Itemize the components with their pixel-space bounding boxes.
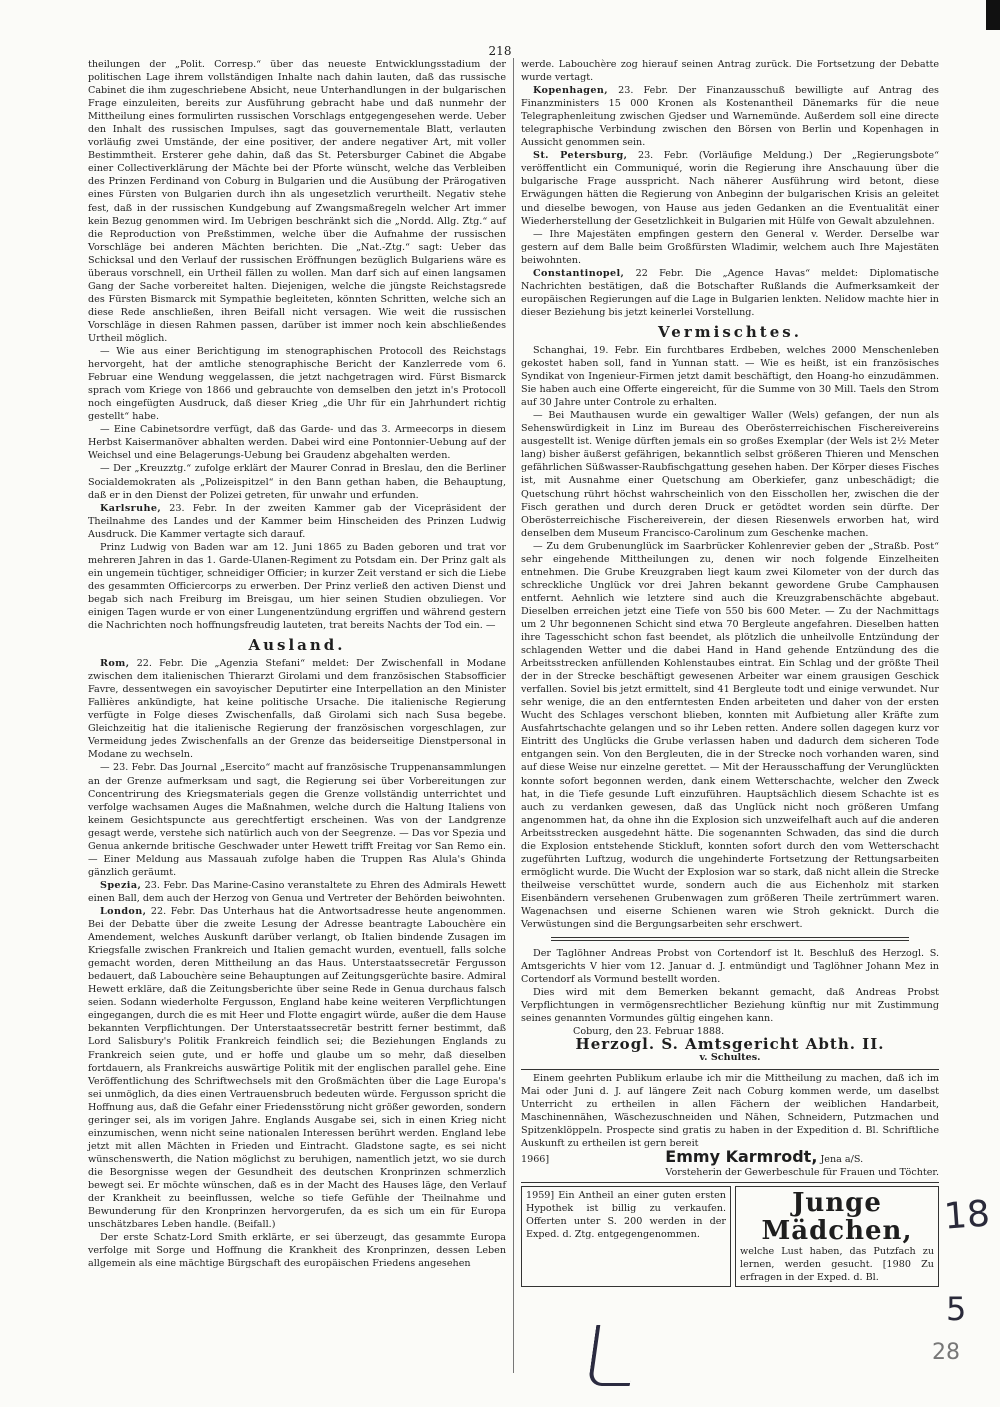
section-separator — [551, 937, 909, 941]
ad-text: 1959] Ein Antheil an einer guten ersten Hypothek ist billig zu verkaufen. Offerten unter S. 200 werden in der Exped. d. Ztg. entgegengenommen. — [526, 1189, 726, 1240]
dateline-paragraph — [88, 657, 506, 761]
paragraph-text: 22 Febr. Die „Agence Havas“ meldet: Diplomatische Nachrichten bestätigen, daß die Botschafter Rußlands die Aufmerksamkeit der europäischen Regierungen auf die Lage in Bulgarien lenkten. Nelidow machte hier in dieser Beziehung bis jetzt keinerlei Vorstellung. — [521, 267, 939, 318]
handwritten-annotation: 28 — [932, 1340, 960, 1365]
section-heading-ausland: Ausland. — [248, 636, 346, 655]
dateline: Spezia, — [100, 879, 142, 891]
advertisement-karmrodt — [521, 1069, 939, 1183]
handwritten-annotation: 5 — [946, 1290, 967, 1328]
ad-headline: Junge Mädchen, — [761, 1187, 913, 1246]
page-number: 218 — [488, 44, 512, 58]
paragraph: — Bei Mauthausen wurde ein gewaltiger Waller (Wels) gefangen, der nun als Sehenswürdigkeit in Linz im Bureau des Oberösterreichischen Fischereivereins ausgestellt ist. Wenige dürften jemals ein so großes Exemplar (der Wels ist 2½ Meter lang) bisher äußerst gefährigen, bekanntlich selbst größeren Thieren und Menschen gefährlichen Süßwasser-Raubfischgattung gesehen haben. Der Körper dieses Fisches ist, mit Ausnahme einer Quetschung am Oberkiefer, ganz unbeschädigt; die Quetschung rührt höchst wahrscheinlich von den Eisschollen her, zwischen die der Fisch gerathen und durch deren Druck er getödtet worden sein dürfte. Der Oberösterreichische Fischereiverein, der diesen Riesenwels erworben hat, wird denselben dem Museum Francisco-Carolinum zum Geschenke machen. — [521, 410, 939, 539]
ad-role: Vorsteherin der Gewerbeschule für Frauen und Töchter. — [665, 1166, 939, 1178]
court-name: Herzogl. S. Amtsgericht Abth. II. — [575, 1035, 885, 1054]
dateline-paragraph — [88, 905, 506, 1231]
paragraph: — Wie aus einer Berichtigung im stenographischen Protocoll des Reichstags hervorgeht, hat der amtliche stenographische Bericht der Kanzlerrede vom 6. Februar eine Wendung weggelassen, die jetzt nachgetragen wird. Fürst Bismarck sprach vom Kriege von 1866 und gebrauchte von demselben den jetzt in's Protocoll noch eingefügten Ausdruck, daß dieser Krieg „die Uhr für ein Jahrhundert richtig gestellt“ habe. — [88, 346, 506, 423]
paragraph: Prinz Ludwig von Baden war am 12. Juni 1865 zu Baden geboren und trat vor mehreren Jahren in das 1. Garde-Ulanen-Regiment zu Potsdam ein. Der Prinz galt als ein ungemein tüchtiger, schneidiger Officier; in kurzer Zeit verstand er sich die Liebe des gesammten Officiercorps zu erwerben. Der Prinz verließ den activen Dienst und begab sich nach Freiburg im Breisgau, um hier seinen Studien obzuliegen. Vor einigen Tagen wurde er von einer Lungenentzündung ergriffen und während gestern die Nachrichten noch hoffnungsfreudig lauteten, trat bereits Nachts der Tod ein. — — [88, 541, 506, 632]
dateline: St. Petersburg, — [533, 150, 628, 162]
paragraph-text: 23. Febr. (Vorläufige Meldung.) Der „Regierungsbote“ veröffentlicht ein Communiqué, worin die Regierung ihre Anschauung über die bulgarische Frage ausspricht. Nach näherer Ausführung wird betont, diese Erwägungen hätten die Regierung von Anbeginn der bulgarischen Krisis an geleitet und dieselbe bewogen, von Hause aus jeden Gedanken an die Eventualität einer Wiederherstellung der Gesetzlichkeit in Bulgarien mit Hülfe von Gewalt abzulehnen. — [521, 150, 939, 227]
column-divider — [513, 58, 514, 1373]
notice-date: Coburg, den 23. Februar 1888. — [573, 1026, 725, 1038]
paragraph-text: 22. Febr. Die „Agenzia Stefani“ meldet: Der Zwischenfall in Modane zwischen dem italienischen Thierarzt Girolami und dem französischen Stabsofficier Favre, dessentwegen ein savoyischer Deputirter eine Interpellation an den Minister Fallières ankündigte, hat keine politische Ursache. Die italienische Regierung verfügte in Folge dieses Zwischenfalls, daß Girolami sich nach Susa begebe. Gleichzeitig hat die italienische Regierung der französischen vorgeschlagen, zur Vermeidung jedes Zwischenfalls an der Grenze das beiderseitige Dienstpersonal in Modane zu wechseln. — [88, 658, 506, 761]
paragraph: — Eine Cabinetsordre verfügt, daß das Garde- und das 3. Armeecorps in diesem Herbst Kaisermanöver abhalten werden. Dabei wird eine Pontonnier-Uebung auf der Weichsel und eine Belagerungs-Uebung bei Graudenz abgehalten werden. — [88, 424, 506, 462]
advertisement-hypothek — [521, 1186, 731, 1287]
dateline: London, — [100, 906, 147, 917]
dateline-paragraph — [88, 879, 506, 905]
ad-text: Einem geehrten Publikum erlaube ich mir die Mittheilung zu machen, daß ich im Mai oder Juni d. J. auf längere Zeit nach Coburg kommen werde, um daselbst Unterricht zu ertheilen in allen Fächern der weiblichen Handarbeit, Maschinennähen, Wäschezuschneiden und Nähen, Schneidern, Putzmachen und Spitzenklöppeln. Prospecte sind gratis zu haben in der Expedition d. Bl. Schriftliche Auskunft zu ertheilen ist gern bereit — [521, 1072, 939, 1149]
handwritten-annotation: 18 — [942, 1193, 992, 1238]
ad-name: Emmy Karmrodt, — [665, 1146, 818, 1166]
paragraph: werde. Labouchère zog hierauf seinen Antrag zurück. Die Fortsetzung der Debatte wurde vertagt. — [521, 59, 939, 84]
dateline-paragraph — [521, 267, 939, 319]
advertisement-junge-maedchen — [735, 1186, 939, 1287]
scan-corner-mark — [986, 0, 1000, 30]
paragraph: — Zu dem Grubenunglück im Saarbrücker Kohlenrevier geben der „Straßb. Post“ sehr eingehende Mittheilungen zu, denen wir noch folgende Einzelheiten entnehmen. Die Grube Kreuzgraben liegt kaum zwei Kilometer von der durch das schreckliche Unglück vor drei Jahren bekannt gewordene Grube Camphausen entfernt. Aehnlich wie letztere sind auch die Kreuzgrabenschächte abgebaut. Dieselben erreichen jetzt eine Tiefe von 550 bis 600 Meter. — Zu der Nachmittags um 2 Uhr begonnenen Schicht sind etwa 70 Bergleute angefahren. Dieselben hatten ihre Tagesschicht schon fast beendet, als plötzlich die unheilvolle Entzündung der schlagenden Wetter und die dabei Hand in Hand gehende Entzündung des die Arbeitsstrecken anfüllenden Kohlenstaubes eintrat. Ein Schlag und der größte Theil der in der Strecke beschäftigt gewesenen Arbeiter war einem grausigen Geschick verfallen. Soviel bis jetzt ermittelt, sind 41 Bergleute todt und einige verwundet. Nur sehr wenige, die an den entferntesten Enden arbeiteten und daher von der ersten Wucht des Schlages verschont blieben, konnten mit Aufbietung aller Kräfte zum Ausfahrtschachte gelangen und so ihr Leben retten. Andere sollen dagegen kurz vor Eintritt des Unglücks die Grube verlassen haben und dadurch dem sicheren Tode entgangen sein. Von den Bergleuten, die in der Strecke noch vorhanden waren, sind auf diese Weise nur einzelne gerettet. — Mit der Herausschaffung der Verunglückten konnte sofort begonnen werden, dank einem Wetterschachte, welcher den Zweck hat, in die Tiefe gesunde Luft einzuführen. Hauptsächlich diesem Schachte ist es auch zu verdanken gewesen, daß das Unglück nicht noch größeren Umfang angenommen hat, da ohne ihn die Explosion sich unzweifelhaft auch auf die anderen Arbeitsstrecken ausgedehnt hätte. Die sogenannten Schwaden, das sind die durch die Explosion entstehende Stickluft, konnten sofort durch den vom Wetterschacht zugeführten Luftzug, wodurch die ungehinderte Fortsetzung der Rettungsarbeiten ermöglicht wurde. Die Wucht der Explosion war so stark, daß nicht allein die Strecke theilweise verschüttet wurde, sondern auch die aus Eichenholz mit starken Eisenbändern versehenen Grubenwagen zum größeren Theile zertrümmert waren. Wagenachsen und eiserne Schienen waren wie Stroh geknickt. Durch die Verwüstungen sind die Bergungsarbeiten sehr erschwert. — [521, 540, 939, 931]
paragraph: — Ihre Majestäten empfingen gestern den General v. Werder. Derselbe war gestern auf dem Balle beim Großfürsten Wladimir, welchem auch Ihre Majestäten beiwohnten. — [521, 228, 939, 266]
paragraph-text: 23. Febr. In der zweiten Kammer gab der Vicepräsident der Theilnahme des Landes und der Kammer beim Hinscheiden des Prinzen Ludwig Ausdruck. Die Kammer vertagte sich darauf. — [88, 502, 506, 540]
section-heading-vermischtes: Vermischtes. — [658, 322, 802, 341]
dateline-paragraph — [521, 84, 939, 149]
left-column — [88, 58, 506, 1270]
notice-text: Dies wird mit dem Bemerken bekannt gemacht, daß Andreas Probst Verpflichtungen in vermögensrechtlicher Beziehung künftig nur mit Zustimmung seines genannten Vormundes gültig eingehen kann. — [521, 987, 939, 1025]
court-notice — [521, 947, 939, 1064]
right-column — [521, 58, 939, 1287]
paragraph: — Der „Kreuzztg.“ zufolge erklärt der Maurer Conrad in Breslau, den die Berliner Socialdemokraten als „Polizeispitzel“ in den Bann gethan haben, die Behauptung, daß er in den Dienst der Polizei getreten, für unwahr und erfunden. — [88, 463, 506, 501]
ad-signature-line — [521, 1146, 939, 1166]
paragraph-text: 23. Febr. Der Finanzausschuß bewilligte auf Antrag des Finanzministers 15 000 Kronen als Kostenantheil Dänemarks für die neue Telegraphenleitung zwischen Gjedser und Warnemünde. Außerdem soll eine directe telegraphische Verbindung zwischen den Börsen von Berlin und Kopenhagen in Aussicht genommen sein. — [521, 85, 939, 149]
dateline: Karlsruhe, — [100, 502, 162, 514]
paragraph-text: 23. Febr. Das Marine-Casino veranstaltete zu Ehren des Admirals Hewett einen Ball, dem auch der Herzog von Genua und Vertreter der Behörden beiwohnten. — [88, 879, 506, 904]
ad-text: welche Lust haben, das Putzfach zu lernen, werden gesucht. [1980 Zu erfragen in der Exped. d. Bl. — [740, 1245, 934, 1283]
ad-place: Jena a/S. — [820, 1153, 864, 1165]
handwritten-stroke — [588, 1325, 639, 1386]
dateline-paragraph — [521, 149, 939, 227]
paragraph-text: 22. Febr. Das Unterhaus hat die Antwortsadresse heute angenommen. Bei der Debatte über die zweite Lesung der Adresse beantragte Labouchère ein Amendement, welches Auskunft darüber verlangt, ob Italien bindende Zusagen im Kriegsfalle zwischen Frankreich und Italien gemacht wurden, eventuell, falls solche gemacht worden, deren Mittheilung an das Haus. Unterstaatssecretär Fergusson bedauert, daß Labouchère seine Behauptungen auf Zeitungsgerüchte basire. Admiral Hewett erkläre, daß die Zeitungsberichte über seine Rede in Genua durchaus falsch seien. Sodann wiederholte Fergusson, England habe keine weiteren Verpflichtungen eingegangen, durch die es mit Heer und Flotte engagirt würde, außer die dem Hause bekannten Verpflichtungen. Der Unterstaatssecretär bestritt ferner bestimmt, daß Lord Salisbury's Politik Frankreich feindlich sei; die Beziehungen Englands zu Frankreich seien gute, und er hoffe und glaube um so mehr, daß dieselben fortdauern, als Frankreichs auswärtige Politik mit der englischen parallel gehe. Eine Veröffentlichung des Schriftwechsels mit den Großmächten über die Lage Europa's sei unmöglich, da dies einen Vertrauensbruch bedeuten würde. Fergusson spricht die Hoffnung aus, daß die Gefahr einer Friedensstörung nicht größer geworden, sondern geringer sei, als im vorigen Jahre. Englands Ausgabe sei, sich in einen Krieg nicht einzumischen, wenn nicht seine nationalen Interessen berührt werden. England lebe jetzt mit allen Mächten in Frieden und Eintracht. Gladstone sagte, es sei nicht wünschenswerth, die Nation möglichst zu beruhigen, namentlich jetzt, wo sie durch die Besorgnisse wegen der Gesundheit des deutschen Kronprinzen schmerzlich bewegt sei. Er möchte wünschen, daß es in der Macht des Hauses läge, den Verlauf der Krankheit zu beeinflussen, welche so tiefe Gefühle der Theilnahme und Bewunderung für den Kronprinzen hervorgerufen, da es sich um ein für Europa unschätzbares Leben handle. (Beifall.) — [88, 906, 506, 1231]
paragraph: Schanghai, 19. Febr. Ein furchtbares Erdbeben, welches 2000 Menschenleben gekostet haben soll, fand in Yunnan statt. — Wie es heißt, ist ein französisches Syndikat von Ingenieur-Firmen jetzt damit beschäftigt, den Hoang-ho einzudämmen. Sie haben auch eine Offerte eingereicht, für die Summe von 30 Mill. Taels den Strom auf 30 Jahre unter Controle zu erhalten. — [521, 344, 939, 409]
ad-number: 1966] — [521, 1153, 550, 1165]
paragraph: theilungen der „Polit. Corresp.“ über das neueste Entwicklungsstadium der politischen Lage ihrem vollständigen Inhalte nach dahin lauten, daß das russische Cabinet die ihm zugeschriebene Absicht, neue Unterhandlungen in der bulgarischen Frage einzuleiten, bereits zur Ausführung gebracht habe und daß nunmehr der Mittheilung eines formulirten russischen Vorschlags entgegengesehen werde. Ueber den Inhalt des russischen Impulses, sagt das gouvernementale Blatt, verlauten vorläufig zwei Umstände, der eine positiver, der andere negativer Art, mit voller Bestimmtheit. Ersterer gehe dahin, daß das St. Petersburger Cabinet die Abgabe einer Collectiverklärung der Mächte bei der Pforte wünscht, welche das Verbleiben des Prinzen Ferdinand von Coburg in Bulgarien und die Ausübung der Prärogativen eines Fürsten von Bulgarien durch ihn als ungesetzlich verurtheilt. Negativ stehe fest, daß in der russischen Kundgebung auf Zwangsmaßregeln welcher Art immer kein Bezug genommen wird. Im Uebrigen beschränkt sich die „Nordd. Allg. Ztg.“ auf die Reproduction von Preßstimmen, welche über die Aufnahme der russischen Vorschläge bei anderen Mächten berichten. Die „Nat.-Ztg.“ sagt: Ueber das Schicksal und den Verlauf der russischen Eröffnungen bezüglich Bulgariens wäre es überaus vorschnell, ein Urtheil fällen zu wollen. Man darf sich auf einen langsamen Gang der Sache vorbereitet halten. Diejenigen, welche die jüngste Reichstagsrede des Fürsten Bismarck mit Sympathie begleiteten, könnten Schritten, welche sich an diese Rede anschließen, ihren Beifall nicht versagen. Wie weit die russischen Vorschläge in diesen Rahmen passen, darüber ist immer noch kein abschließendes Urtheil möglich. — [88, 59, 506, 344]
dateline-paragraph — [88, 502, 506, 541]
dateline: Kopenhagen, — [533, 85, 609, 97]
dateline: Rom, — [100, 658, 130, 670]
dateline: Constantinopel, — [533, 267, 625, 279]
paragraph: — 23. Febr. Das Journal „Esercito“ macht auf französische Truppenansammlungen an der Grenze aufmerksam und sagt, die Regierung sei über Vorbereitungen zur Concentrirung des Kriegsmaterials gegen die Grenze vollständig unterrichtet und verfolge wachsamen Auges die Maßnahmen, welche durch die Haltung Italiens von keinem Gesichtspuncte aus gerechtfertigt erscheinen. Was von der Landgrenze gesagt werde, verstehe sich natürlich auch von der Seegrenze. — Das vor Spezia und Genua ankernde britische Geschwader unter Hewett trifft Freitag vor San Remo ein. — Einer Meldung aus Massauah zufolge haben die Truppen Ras Alula's Ghinda gänzlich geräumt. — [88, 762, 506, 878]
paragraph: Der erste Schatz-Lord Smith erklärte, er sei überzeugt, das gesammte Europa verfolge mit Sorge und Hoffnung die Krankheit des Kronprinzen, dessen Leben allgemein als eine mächtige Bürgschaft des europäischen Friedens angesehen — [88, 1232, 506, 1270]
notice-text: Der Taglöhner Andreas Probst von Cortendorf ist lt. Beschluß des Herzogl. S. Amtsgerichts V hier vom 12. Januar d. J. entmündigt und Taglöhner Johann Mez in Cortendorf als Vormund bestellt worden. — [521, 948, 939, 986]
advertisement-row — [521, 1186, 939, 1287]
court-signature: v. Schultes. — [699, 1052, 761, 1064]
